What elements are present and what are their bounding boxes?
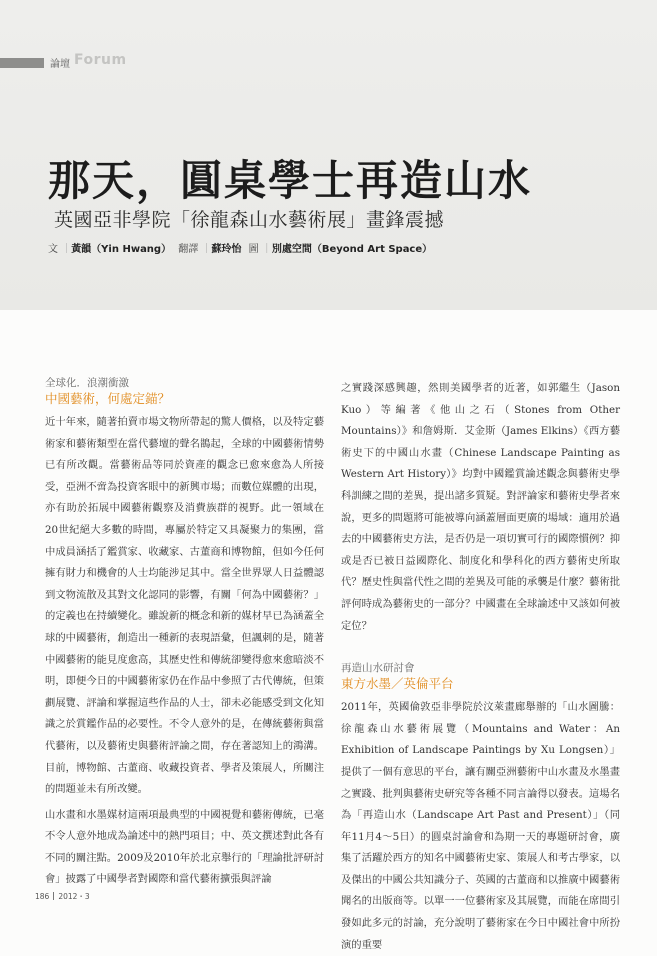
left-section-title: 中國藝術，何處定錨？ — [45, 391, 171, 406]
left-section-label: 全球化．浪潮衝激 — [45, 377, 129, 389]
left-column — [45, 376, 324, 891]
right-paragraph-1: 之實踐深感興趣，然則美國學者的近著，如郭繼生（Jason Kuo）等編著《他山之石（Stones from Other Mountains）》和詹姆斯．艾金斯（James Elkins）《西方藝術史下的中國山水畫（Chinese Landscape Painting as Western Art History）》均對中國鑑賞論述觀念與藝術史學科訓練之間的差異，提出諸多質疑。對評論家和藝術史學者來說，更多的問題將可能被導向涵蓋層面更廣的場域：適用於過去的中國藝術史方法，是否仍是一項切實可行的國際慣例？抑或是否已被日益國際化、制度化和學科化的西方藝術史所取代？歷史性與當代性之間的差異及可能的承襲是什麼？藝術批評何時成為藝術史的一部分？中國畫在全球論述中又該如何被定位？ — [341, 382, 620, 632]
article-subtitle: 英國亞非學院「徐龍森山水藝術展」畫鋒震撼 — [54, 209, 445, 231]
section-label-en: Forum — [74, 52, 127, 68]
credit-image-label: 圖 — [248, 244, 259, 255]
section-label-zh: 論壇 — [50, 59, 70, 70]
credit-image-source: 別處空間（Beyond Art Space） — [271, 244, 433, 255]
credit-text-label: 文 — [48, 244, 58, 255]
issue-label: 2012・3 — [58, 892, 90, 901]
right-column — [341, 378, 620, 956]
credit-author: 黃韻（Yin Hwang） — [71, 244, 172, 255]
credit-translator: 蘇玲怡 — [211, 244, 242, 255]
right-section-title: 東方水墨／英倫平台 — [341, 676, 454, 692]
left-paragraph-2: 山水畫和水墨媒材這兩項最典型的中國視覺和藝術傳統，已毫不令人意外地成為論述中的熱門項目；中、英文撰述對此各有不同的關注點。2009及2010年於北京舉行的「理論批評研討會」披露了中國學者對國際和當代藝術擴張與評論 — [45, 808, 324, 886]
section-marker-bar — [0, 58, 44, 68]
article-credits: 文 ｜黃韻（Yin Hwang） 翻譯 ｜蘇玲怡 圖 ｜別處空間（Beyond Art Space） — [48, 244, 433, 255]
page-footer — [35, 891, 90, 902]
left-paragraph-1: 近十年來，隨著拍賣市場文物所帶起的驚人價格，以及特定藝術家和藝術類型在當代藝壇的聲名鵲起，全球的中國藝術情勢已有所改觀。當藝術品等同於資產的觀念已愈來愈為人所接受，亞洲不啻為投資客眼中的新興市場；而數位媒體的出現，亦有助於拓展中國藝術觀察及消費族群的視野。此一領域在20世紀絕大多數的時間，專屬於特定又具凝聚力的集團，當中成員涵括了鑑賞家、收藏家、古董商和博物館，但如今任何擁有財力和機會的人士均能涉足其中。當全世界眾人日益體認到文物流散及其對文化認同的影響，有關「何為中國藝術？」的定義也在持續變化。雖說新的概念和新的媒材早已為涵蓋全球的中國藝術，創造出一種新的表現語彙，但諷刺的是，隨著中國藝術的能見度愈高，其歷史性和傳統卻變得愈來愈暗淡不明，即便今日的中國藝術家仍在作品中參照了古代傳統，但策劃展覽、評論和掌握這些作品的人士，卻未必能感受到文化知識之於賞鑑作品的必要性。不令人意外的是，在傳統藝術與當代藝術，以及藝術史與藝術評論之間，存在著認知上的鴻溝。目前，博物館、古董商、收藏投資者、學者及策展人，所關注的問題並未有所改變。 — [45, 416, 324, 796]
article-title: 那天，圓桌學士再造山水 — [48, 156, 533, 205]
page-number: 186 — [35, 892, 50, 901]
right-paragraph-2: 2011年，英國倫敦亞非學院於汶萊畫廊舉辦的「山水圖騰：徐龍森山水藝術展覽（Mountains and Water：An Exhibition of Landscape Paintings by Xu Longsen）」提供了一個有意思的平台，讓有關亞洲藝術中山水畫及水墨畫之實踐、批判與藝術史研究等各種不同言論得以發表。這場名為「再造山水（Landscape Art Past and Present）」（同年11月4～5日）的圓桌討論會和為期一天的專題研討會，廣集了活躍於西方的知名中國藝術史家、策展人和考古學家，以及傑出的中國公共知識分子、英國的古董商和以推廣中國藝術聞名的出版商等。以單一一位藝術家及其展覽，而能在席間引發如此多元的討論，充分說明了藝術家在今日中國社會中所扮演的重要 — [341, 701, 620, 951]
right-section-label: 再造山水研討會 — [341, 662, 415, 675]
credit-translate-label: 翻譯 — [178, 244, 199, 255]
